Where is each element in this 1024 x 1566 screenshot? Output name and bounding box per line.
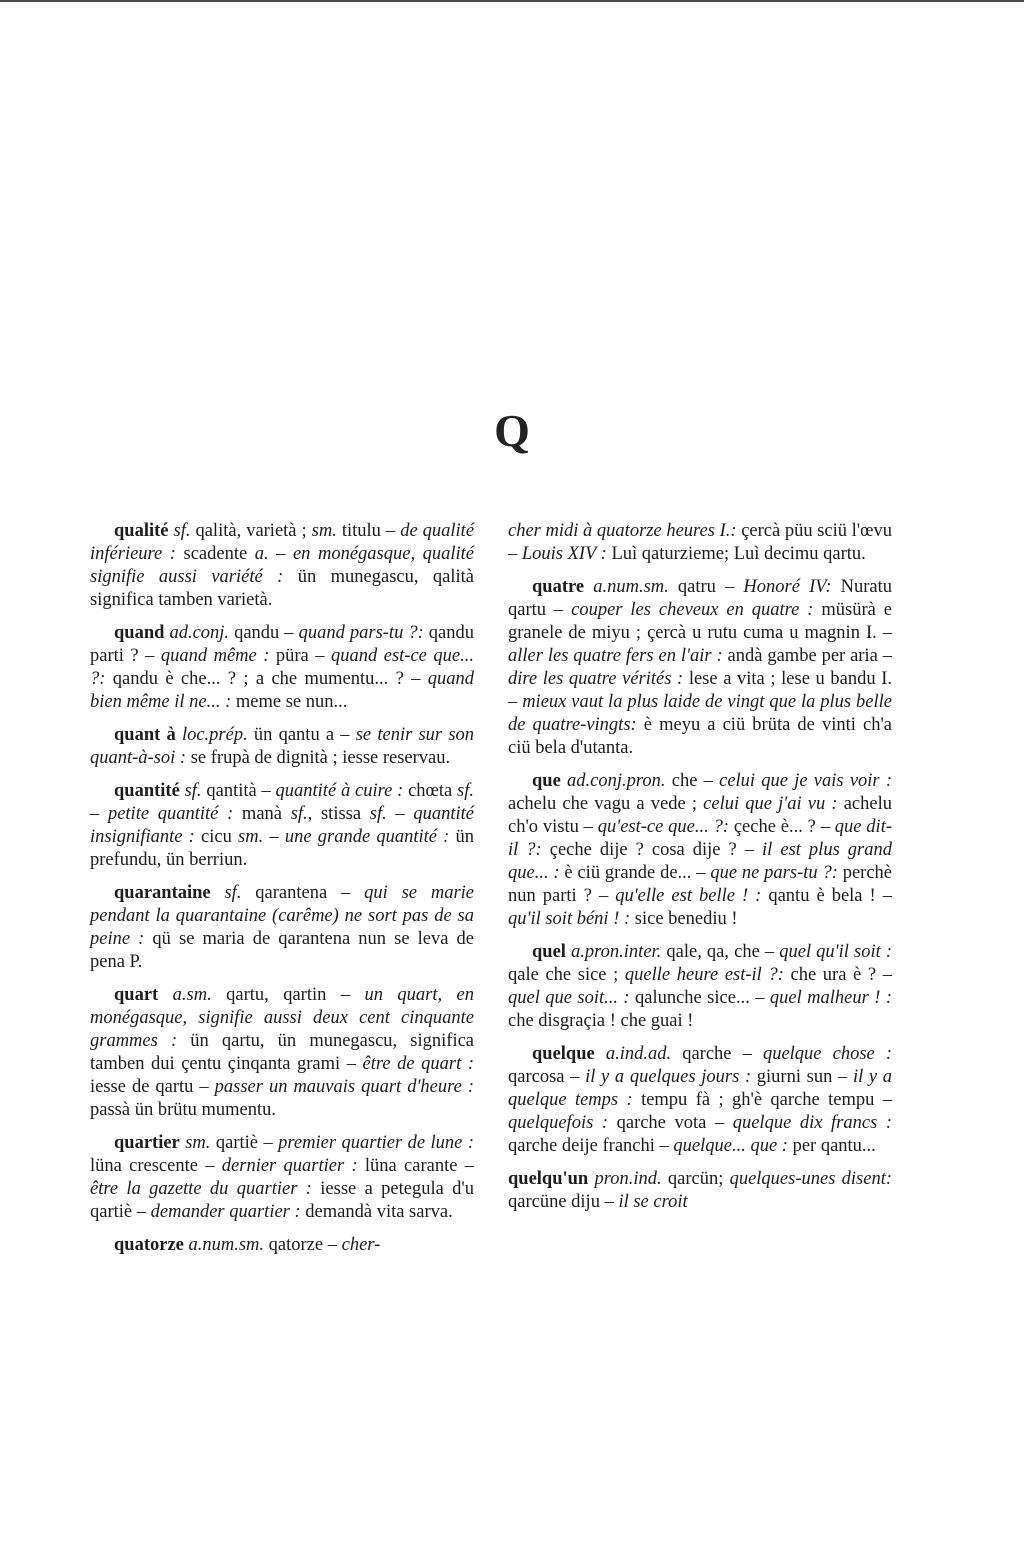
entry-text: qarcün; — [661, 1169, 730, 1189]
entry-text: che – — [665, 771, 720, 791]
dictionary-entry — [90, 520, 474, 612]
entry-text: qatru – — [668, 577, 744, 597]
entry-text: ün qantu a – — [247, 725, 356, 745]
entry-text: çeche dije ? cosa dije ? – — [541, 840, 763, 860]
entry-text: – — [263, 827, 285, 847]
entry-text: qandu è che... ? ; a che mumentu... ? – — [105, 669, 428, 689]
entry-italic-text: sm. — [238, 827, 264, 847]
entry-text: qalunche sice... – — [629, 988, 770, 1008]
entry-italic-text: dire les quatre vérités : — [508, 669, 684, 689]
entry-italic-text: quel que soit... : — [508, 988, 630, 1008]
entry-italic-text: aller les quatre fers en l'air : — [508, 646, 723, 666]
dictionary-entry — [508, 576, 892, 760]
entry-italic-text: mieux vaut la plus laide de vingt que la plus belle de quatre-vingts: — [508, 692, 893, 735]
page-top-border — [0, 0, 1024, 2]
entry-italic-text: qu'il soit béni ! : — [508, 909, 631, 929]
dictionary-column-left — [90, 520, 474, 1267]
entry-italic-text: quel qu'il soit : — [779, 942, 892, 962]
entry-text: iesse de qartu – — [90, 1077, 215, 1097]
entry-italic-text: sf. — [184, 781, 202, 801]
entry-italic-text: a.sm. — [172, 985, 212, 1005]
entry-text: cicu — [194, 827, 239, 847]
entry-italic-text: quelquefois : — [508, 1113, 609, 1133]
entry-headword: quartier — [114, 1133, 180, 1153]
entry-italic-text: quantité à cuire : — [275, 781, 404, 801]
entry-text: che ura è ? – — [783, 965, 892, 985]
entry-italic-text: sm. — [311, 521, 337, 541]
entry-headword: quatre — [532, 577, 585, 597]
entry-italic-text: premier quartier de lune : — [278, 1133, 475, 1153]
entry-text: andà gambe per aria – — [722, 646, 892, 666]
entry-text: che disgraçia ! che guai ! — [508, 1011, 694, 1031]
entry-headword: quantité — [114, 781, 180, 801]
entry-italic-text: quelle heure est-il ?: — [624, 965, 784, 985]
entry-text — [584, 577, 593, 597]
entry-italic-text: qu'est-ce que... ?: — [597, 817, 729, 837]
entry-italic-text: que dit-il ?: — [508, 817, 892, 860]
entry-text: çeche è... ? – — [729, 817, 835, 837]
entry-text: – — [268, 544, 293, 564]
entry-text: qale che sice ; — [508, 965, 625, 985]
entry-text: – — [90, 804, 108, 824]
entry-text: meme se nun... — [231, 692, 348, 712]
entry-text: tempu fà ; gh'è qarche tempu – — [632, 1090, 892, 1110]
entry-headword: qualité — [114, 521, 169, 541]
entry-italic-text: quelque dix francs : — [732, 1113, 893, 1133]
entry-italic-text: cher- — [341, 1235, 381, 1255]
entry-text: müsürà e granele de miyu ; çercà u rutu cuma u magnin I. – — [508, 600, 892, 643]
entry-text: perchè nun parti ? – — [508, 863, 893, 906]
entry-text: Luì qaturzieme; Luì decimu qartu. — [606, 544, 866, 564]
entry-headword: quand — [114, 623, 165, 643]
entry-text: çercà püu sciü l'œvu – — [508, 521, 892, 564]
dictionary-column-right — [508, 520, 892, 1224]
entry-text — [595, 1044, 606, 1064]
entry-italic-text: quelque... que : — [673, 1136, 788, 1156]
entry-text: titulu – — [336, 521, 401, 541]
entry-italic-text: a. — [254, 544, 269, 564]
entry-italic-text: quand est-ce que... ?: — [90, 646, 474, 689]
entry-italic-text: quelque chose : — [762, 1044, 893, 1064]
entry-headword: que — [532, 771, 561, 791]
entry-italic-text: petite quantité : — [107, 804, 234, 824]
entry-italic-text: il y a quelque temps : — [508, 1067, 893, 1110]
entry-headword: quatorze — [114, 1235, 184, 1255]
entry-italic-text: couper les cheveux en quatre : — [571, 600, 814, 620]
entry-text: qandu parti ? – — [90, 623, 475, 666]
dictionary-entry — [508, 520, 892, 566]
entry-italic-text: il est plus grand que... : — [508, 840, 892, 883]
entry-italic-text: celui que je vais voir : — [719, 771, 893, 791]
entry-italic-text: a.num.sm. — [593, 577, 669, 597]
entry-italic-text: se tenir sur son quant-à-soi : — [90, 725, 475, 768]
entry-italic-text: une grande quantité : — [284, 827, 450, 847]
entry-text: , stissa — [307, 804, 370, 824]
entry-italic-text: sf. — [224, 883, 242, 903]
dictionary-entry — [90, 622, 474, 714]
entry-italic-text: qui se marie pendant la quarantaine (carême) ne sort pas de sa peine : — [90, 883, 474, 949]
entry-text: qü se maria de qarantena nun se leva de pena P. — [90, 929, 474, 972]
entry-italic-text: ad.conj. — [169, 623, 230, 643]
entry-text: Nuratu qartu – — [508, 577, 893, 620]
entry-text: chœta — [403, 781, 458, 801]
entry-text: ün prefundu, ün berriun. — [90, 827, 475, 870]
dictionary-entry — [90, 882, 474, 974]
entry-headword: quart — [114, 985, 159, 1005]
entry-italic-text: que ne pars-tu ?: — [710, 863, 838, 883]
entry-text: qatorze – — [264, 1235, 342, 1255]
entry-text: – — [386, 804, 414, 824]
entry-text: manà — [233, 804, 291, 824]
dictionary-entry — [90, 984, 474, 1122]
dictionary-entry — [508, 941, 892, 1033]
entry-text: passà ün brütu mumentu. — [90, 1100, 277, 1120]
entry-italic-text: être la gazette du quartier : — [90, 1179, 312, 1199]
entry-text: qantità – — [201, 781, 276, 801]
entry-text: qarche vota – — [608, 1113, 733, 1133]
entry-italic-text: a.ind.ad. — [605, 1044, 672, 1064]
entry-text: sice benediu ! — [630, 909, 738, 929]
entry-text: lüna crescente – — [90, 1156, 222, 1176]
entry-headword: quarantaine — [114, 883, 211, 903]
entry-text: qarche – — [671, 1044, 763, 1064]
entry-italic-text: Honoré IV: — [743, 577, 832, 597]
entry-italic-text: passer un mauvais quart d'heure : — [214, 1077, 474, 1097]
entry-italic-text: sm. — [185, 1133, 211, 1153]
entry-italic-text: sf. — [173, 521, 191, 541]
entry-text — [158, 985, 172, 1005]
section-letter-heading: Q — [494, 405, 530, 456]
entry-text: è ciü grande de... – — [559, 863, 711, 883]
entry-text: qarantena – — [241, 883, 365, 903]
dictionary-entry — [90, 724, 474, 770]
entry-italic-text: quel malheur ! : — [769, 988, 892, 1008]
entry-text: achelu ch'o vistu – — [508, 794, 892, 837]
entry-italic-text: quantité insignifiante : — [90, 804, 475, 847]
entry-italic-text: quelques-unes disent: — [729, 1169, 892, 1189]
entry-italic-text: sf. — [457, 781, 475, 801]
entry-italic-text: quand bien même il ne... : — [90, 669, 474, 712]
entry-italic-text: demander quartier : — [150, 1202, 301, 1222]
entry-text: qale, qa, che – — [661, 942, 780, 962]
entry-italic-text: sf. — [290, 804, 308, 824]
entry-text: demandà vita sarva. — [300, 1202, 453, 1222]
entry-italic-text: a.pron.inter. — [571, 942, 662, 962]
entry-text: per qantu... — [787, 1136, 876, 1156]
entry-italic-text: il se croit — [618, 1192, 688, 1212]
entry-text: qandu – — [229, 623, 299, 643]
dictionary-entry — [90, 1234, 474, 1257]
entry-italic-text: pron.ind. — [594, 1169, 662, 1189]
entry-text: giurni sun – — [751, 1067, 853, 1087]
entry-text: ün qartu, ün munegascu, significa tamben dui çentu çinqanta grami – — [90, 1031, 475, 1074]
entry-headword: quelque — [532, 1044, 595, 1064]
entry-italic-text: être de quart : — [362, 1054, 474, 1074]
entry-italic-text: quand pars-tu ?: — [298, 623, 424, 643]
entry-italic-text: un quart, en monégasque, signifie aussi deux cent cinquante grammes : — [90, 985, 475, 1051]
entry-text: qantu è bela ! – — [761, 886, 892, 906]
entry-text: qarcosa – — [508, 1067, 586, 1087]
entry-italic-text: qu'elle est belle ! : — [615, 886, 762, 906]
entry-text: iesse a petegula d'u qartiè – — [90, 1179, 474, 1222]
entry-italic-text: il y a quelques jours : — [585, 1067, 752, 1087]
entry-text: püra – — [269, 646, 332, 666]
entry-italic-text: a.num.sm. — [188, 1235, 265, 1255]
entry-italic-text: dernier quartier : — [221, 1156, 358, 1176]
entry-text: se frupà de dignità ; iesse reservau. — [186, 748, 451, 768]
entry-italic-text: sf. — [369, 804, 387, 824]
dictionary-entry — [90, 780, 474, 872]
dictionary-entry — [508, 770, 892, 931]
entry-italic-text: celui que j'ai vu : — [703, 794, 838, 814]
entry-text — [211, 883, 225, 903]
entry-italic-text: loc.prép. — [181, 725, 248, 745]
entry-text: qartiè – — [210, 1133, 279, 1153]
dictionary-entry — [508, 1168, 892, 1214]
entry-text: scadente — [175, 544, 255, 564]
entry-italic-text: en monégasque, qualité signifie aussi variété : — [90, 544, 475, 587]
entry-italic-text: cher midi à quatorze heures I.: — [508, 521, 737, 541]
entry-text: qarche deije franchi – — [508, 1136, 674, 1156]
entry-text: lüna carante – — [357, 1156, 474, 1176]
entry-italic-text: Louis XIV : — [521, 544, 607, 564]
entry-text: qartu, qartin – — [211, 985, 365, 1005]
entry-italic-text: ad.conj.pron. — [567, 771, 666, 791]
entry-text: qarcüne diju – — [508, 1192, 619, 1212]
entry-text: ün munegascu, qalità significa tamben varietà. — [90, 567, 474, 610]
entry-text: è meyu a ciü brüta de vinti ch'a ciü bela d'utanta. — [508, 715, 892, 758]
entry-headword: quelqu'un — [508, 1169, 589, 1189]
entry-text: lese a vita ; lese u bandu I. – — [508, 669, 892, 712]
entry-text: achelu che vagu a vede ; — [508, 794, 704, 814]
entry-headword: quel — [532, 942, 566, 962]
entry-italic-text: de qualité inférieure : — [90, 521, 475, 564]
entry-italic-text: quand même : — [160, 646, 270, 666]
entry-headword: quant à — [114, 725, 176, 745]
dictionary-entry — [90, 1132, 474, 1224]
dictionary-entry — [508, 1043, 892, 1158]
entry-text: qalità, varietà ; — [190, 521, 312, 541]
